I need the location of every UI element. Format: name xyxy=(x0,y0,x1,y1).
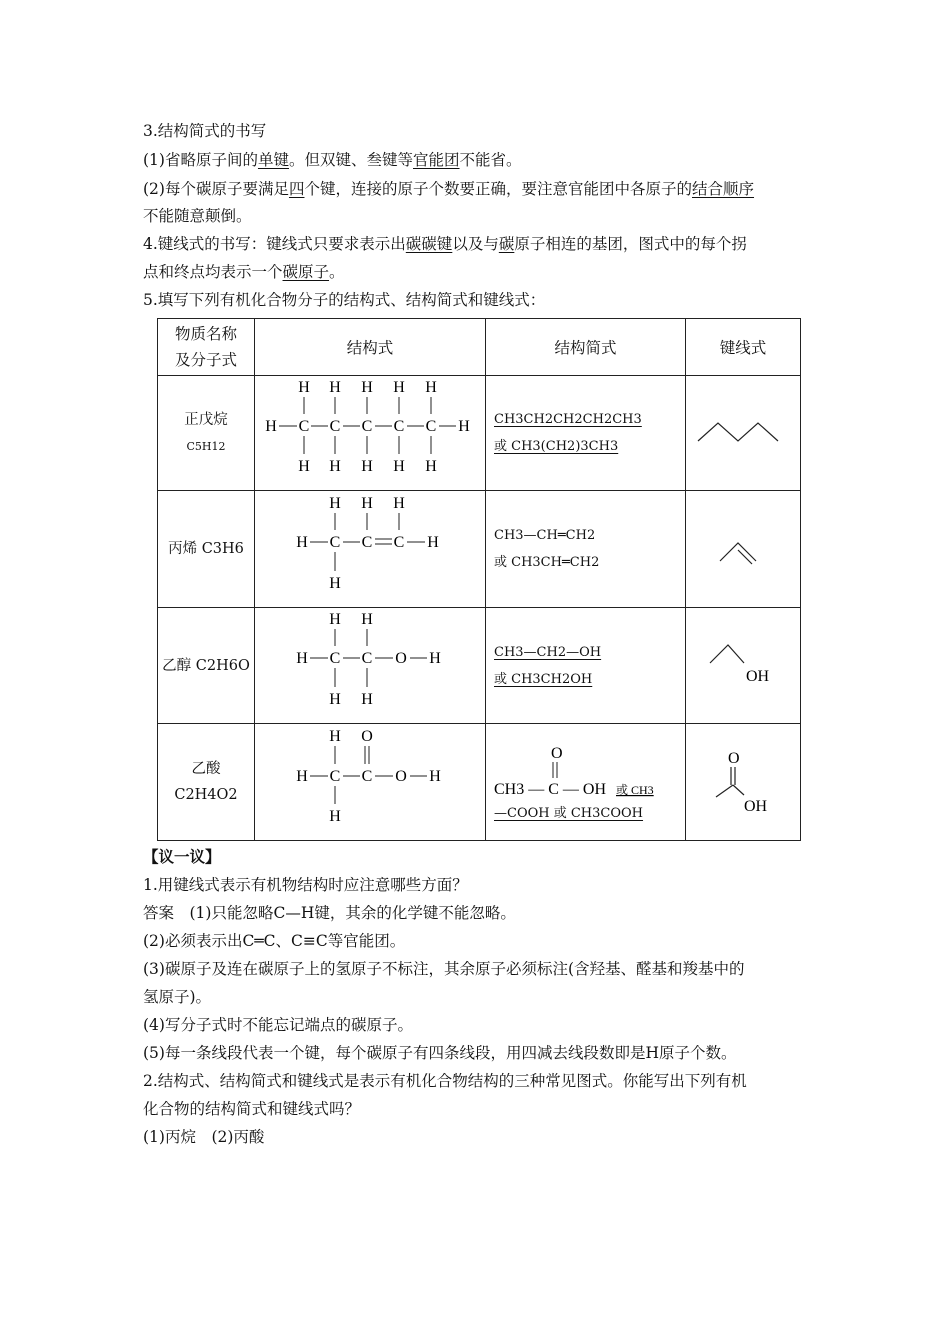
atom-h: H xyxy=(361,611,373,628)
atom-c: C xyxy=(393,534,405,551)
answer-blank: 或 CH3(CH2)3CH3 xyxy=(494,439,619,454)
atom-o: O xyxy=(395,650,407,667)
atom-h: H xyxy=(429,650,441,667)
answer-blank: 碳 xyxy=(498,235,515,253)
atom-h: H xyxy=(329,691,341,708)
atom-c: C xyxy=(361,534,373,551)
answer-5: (5)每一条线段代表一个键，每个碳原子有四条线段，用四减去线段数即是H原子个数。 xyxy=(143,1044,737,1062)
atom-c: C xyxy=(329,768,341,785)
text: 物质名称 xyxy=(174,325,237,343)
oh-label: OH xyxy=(744,798,768,815)
atom-h: H xyxy=(296,650,308,667)
atom-c: C xyxy=(298,418,310,435)
question-2: 2.结构式、结构简式和键线式是表示有机化合物结构的三种常见图式。你能写出下列有机 xyxy=(143,1072,747,1090)
table-row xyxy=(158,491,801,608)
answer-blank: 或 CH3CH2OH xyxy=(494,671,593,687)
pentane-skeletal xyxy=(688,401,798,461)
text: 。 xyxy=(329,263,345,281)
name-cell: 乙酸 C2H4O2 xyxy=(158,724,255,841)
header-simple: 结构简式 xyxy=(486,319,686,376)
simple-formula: CH3 — C — OH xyxy=(494,780,607,798)
simple-formula-cell xyxy=(486,491,686,608)
table-header-row xyxy=(158,319,801,376)
answer-blank: 碳碳键 xyxy=(405,235,453,253)
molecule-table xyxy=(157,318,801,841)
acetic-acid-simple xyxy=(494,738,679,800)
structural-formula-pentane xyxy=(255,376,486,491)
simple-formula-cell xyxy=(486,724,686,841)
atom-o: O xyxy=(361,728,373,745)
atom-o: O xyxy=(551,744,563,762)
atom-h: H xyxy=(361,495,373,512)
propene-skeletal xyxy=(688,517,798,577)
atom-h: H xyxy=(458,418,470,435)
propene-structure xyxy=(255,491,485,603)
atom-c: C xyxy=(425,418,437,435)
text: 以及与 xyxy=(452,235,499,253)
atom-c: C xyxy=(393,418,405,435)
text: 。但双键、叁键等 xyxy=(288,151,413,169)
answer-blank: 单键 xyxy=(257,151,289,169)
name-cell xyxy=(158,376,255,491)
question-1: 1.用键线式表示有机物结构时应注意哪些方面？ xyxy=(143,876,468,894)
oh-label: OH xyxy=(746,667,770,685)
atom-h: H xyxy=(329,611,341,628)
header-name xyxy=(158,319,255,376)
atom-h: H xyxy=(329,808,341,825)
atom-h: H xyxy=(329,379,341,396)
structural-formula-propene xyxy=(255,491,486,608)
atom-h: H xyxy=(361,458,373,475)
atom-h: H xyxy=(425,458,437,475)
atom-h: H xyxy=(298,379,310,396)
ethanol-skeletal xyxy=(688,629,798,699)
name-cell: 丙烯 C3H6 xyxy=(158,491,255,608)
section4-line2 xyxy=(143,261,345,283)
structural-formula-acetic-acid xyxy=(255,724,486,841)
atom-c: C xyxy=(361,418,373,435)
header-formula: 结构式 xyxy=(255,319,486,376)
answer-blank: CH3CH2CH2CH2CH3 xyxy=(494,412,642,427)
answer-3-cont: 氢原子)。 xyxy=(143,988,212,1006)
answer-blank: 官能团 xyxy=(413,151,460,169)
text: 及分子式 xyxy=(174,351,237,369)
answer-blank: CH3—CH2—OH xyxy=(494,644,602,660)
atom-h: H xyxy=(296,768,308,785)
simple-formula: 或 CH3CH═CH2 xyxy=(494,555,600,570)
answer-1: 答案 (1)只能忽略C—H键，其余的化学键不能忽略。 xyxy=(143,904,516,922)
atom-c: C xyxy=(329,534,341,551)
text: 正戊烷 xyxy=(184,411,228,428)
acetic-acid-structure xyxy=(255,724,485,836)
atom-o: O xyxy=(395,768,407,785)
question-2-items: (1)丙烷 (2)丙酸 xyxy=(143,1128,265,1146)
skeletal-cell xyxy=(686,724,801,841)
acetic-acid-skeletal xyxy=(688,735,798,825)
atom-h: H xyxy=(265,418,277,435)
section3-title: 3.结构简式的书写 xyxy=(143,122,267,140)
section3-point2-cont: 不能随意颠倒。 xyxy=(143,207,252,225)
text: C5H12 xyxy=(186,439,226,453)
atom-h: H xyxy=(425,379,437,396)
atom-c: C xyxy=(329,650,341,667)
atom-h: H xyxy=(427,534,439,551)
answer-blank: 碳原子 xyxy=(282,263,330,281)
section3-point2 xyxy=(143,178,754,200)
atom-h: H xyxy=(429,768,441,785)
atom-h: H xyxy=(361,691,373,708)
simple-formula: CH3—CH═CH2 xyxy=(494,528,596,543)
text: 原子相连的基团，图式中的每个拐 xyxy=(514,235,747,253)
skeletal-cell xyxy=(686,376,801,491)
text: (1)省略原子间的 xyxy=(143,151,258,169)
name-cell: 乙醇 C2H6O xyxy=(158,608,255,724)
ethanol-structure xyxy=(255,608,485,719)
atom-h: H xyxy=(329,575,341,592)
atom-h: H xyxy=(393,458,405,475)
answer-4: (4)写分子式时不能忘记端点的碳原子。 xyxy=(143,1016,413,1034)
atom-c: C xyxy=(361,650,373,667)
atom-h: H xyxy=(296,534,308,551)
text: 个键，连接的原子个数要正确，要注意官能团中各原子的 xyxy=(304,180,692,198)
header-skeletal: 键线式 xyxy=(686,319,801,376)
table-row xyxy=(158,608,801,724)
question-2-cont: 化合物的结构简式和键线式吗？ xyxy=(143,1100,361,1118)
simple-formula-cell xyxy=(486,608,686,724)
text: 4.键线式的书写：键线式只要求表示出 xyxy=(143,235,406,253)
atom-h: H xyxy=(329,495,341,512)
simple-formula-cell xyxy=(486,376,686,491)
atom-h: H xyxy=(393,379,405,396)
answer-blank: 四 xyxy=(288,180,305,198)
atom-h: H xyxy=(393,495,405,512)
atom-o: O xyxy=(728,750,740,767)
atom-h: H xyxy=(298,458,310,475)
answer-blank: —COOH 或 CH3COOH xyxy=(494,805,644,821)
discussion-title: 【议一议】 xyxy=(143,847,221,866)
structural-formula-ethanol xyxy=(255,608,486,724)
atom-h: H xyxy=(329,458,341,475)
atom-c: C xyxy=(361,768,373,785)
table-row xyxy=(158,724,801,841)
text: 点和终点均表示一个 xyxy=(143,263,283,281)
atom-c: C xyxy=(329,418,341,435)
section5-title: 5.填写下列有机化合物分子的结构式、结构简式和键线式： xyxy=(143,291,546,309)
atom-h: H xyxy=(329,728,341,745)
pentane-structure xyxy=(255,376,485,486)
answer-blank: 结合顺序 xyxy=(692,180,755,198)
answer-3: (3)碳原子及连在碳原子上的氢原子不标注，其余原子必须标注(含羟基、醛基和羧基中的 xyxy=(143,960,745,978)
skeletal-cell xyxy=(686,491,801,608)
answer-2: (2)必须表示出C═C、C≡C等官能团。 xyxy=(143,932,406,950)
text: (2)每个碳原子要满足 xyxy=(143,180,289,198)
atom-h: H xyxy=(361,379,373,396)
skeletal-cell xyxy=(686,608,801,724)
table-row xyxy=(158,376,801,491)
text: 不能省。 xyxy=(459,151,522,169)
section4-line1 xyxy=(143,233,747,255)
section3-point1 xyxy=(143,149,522,171)
answer-blank: 或 CH3 xyxy=(616,782,654,797)
